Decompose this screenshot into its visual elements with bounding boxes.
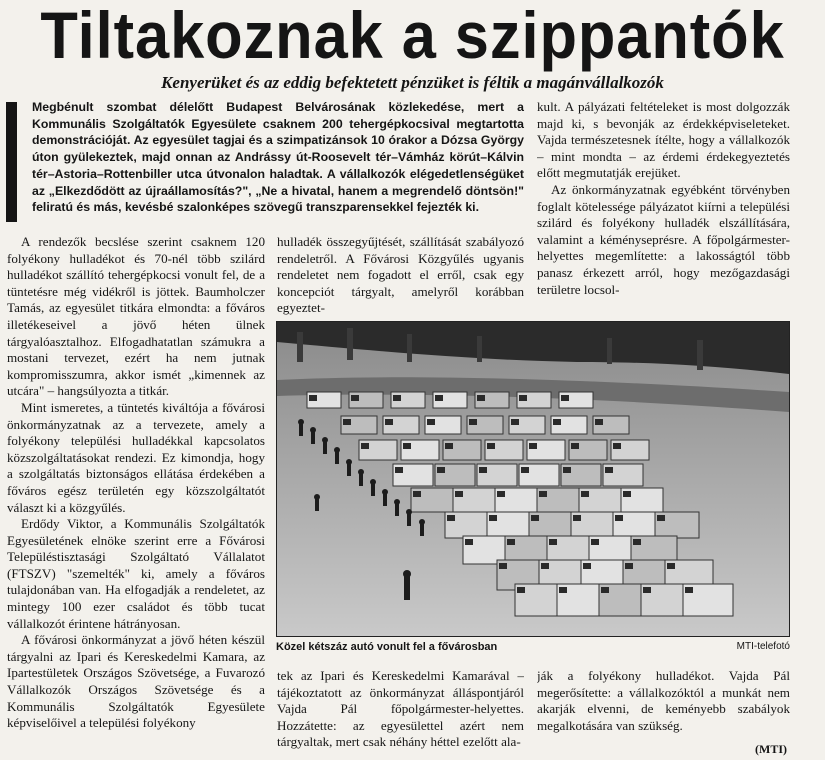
truck-window: [529, 443, 537, 449]
truck-window: [605, 467, 613, 473]
photo-credit: MTI-telefotó: [736, 641, 790, 652]
body-paragraph: hulladék összegyűjtését, szállítását szabályozó rendeletről. A Fővárosi Közgyűlés ugyanis rendeletet nem fogadott el erről, csak egy koncepciót tárgyalt, amelyről korábban egyeztet-: [277, 234, 524, 316]
body-paragraph: kult. A pályázati feltételeket is most dolgozzák majd ki, s bevonják az érdekképviseleteket. Vajda természetesnek ítélte, hogy a vállalkozók – mint mondta – az érdemi érdekegyeztetés előtt megmutatják erejüket.: [537, 99, 790, 181]
truck-window: [427, 419, 435, 425]
truck-window: [465, 539, 473, 545]
truck-window: [601, 587, 609, 593]
body-column-2-top: [277, 234, 524, 318]
truck-window: [385, 419, 393, 425]
body-paragraph: ják a folyékony hulladékot. Vajda Pál megerősítette: a vállalkozóktól a munkát nem akarják elvenni, de keményebb szabályok megalkotására van szükség.: [537, 668, 790, 733]
truck-window: [573, 515, 581, 521]
body-column-1: [7, 234, 265, 760]
truck-window: [657, 515, 665, 521]
truck-window: [507, 539, 515, 545]
truck-window: [613, 443, 621, 449]
body-column-3-top: [537, 99, 790, 317]
truck-window: [497, 491, 505, 497]
truck-window: [581, 491, 589, 497]
truck-window: [591, 539, 599, 545]
truck-window: [623, 491, 631, 497]
truck-window: [583, 563, 591, 569]
truck-window: [413, 491, 421, 497]
truck-window: [559, 587, 567, 593]
truck-window: [625, 563, 633, 569]
truck-window: [351, 395, 359, 401]
headline: Tiltakoznak a szippantók: [40, 0, 785, 72]
truck-window: [643, 587, 651, 593]
truck-window: [667, 563, 675, 569]
truck-window: [395, 467, 403, 473]
truck-window: [549, 539, 557, 545]
truck-window: [517, 587, 525, 593]
truck-window: [633, 539, 641, 545]
truck-window: [595, 419, 603, 425]
truck-window: [531, 515, 539, 521]
body-paragraph: Mint ismeretes, a tüntetés kiváltója a fővárosi önkormányzatnak az a tervezete, amely a folyékony települési hulladékkal kapcsolatos közszolgáltatásokat rendezi. Ez kimondja, hogy a szolgáltatás biztonságos ellátása érdekében a főváros egész területén egy közszolgáltatót választ ki a közgyűlés.: [7, 399, 265, 515]
truck-window: [541, 563, 549, 569]
truck-window: [437, 467, 445, 473]
photo-caption-bar: [276, 641, 790, 653]
truck-window: [361, 443, 369, 449]
photo-caption: Közel kétszáz autó vonult fel a fővárosban: [276, 641, 498, 653]
truck-window: [489, 515, 497, 521]
truck-window: [445, 443, 453, 449]
agency-signature: (MTI): [755, 742, 787, 756]
truck-window: [455, 491, 463, 497]
body-column-3-bottom: [537, 668, 790, 760]
truck-window: [563, 467, 571, 473]
news-photo: [276, 321, 790, 637]
body-paragraph: A fővárosi önkormányzat a jövő héten készül tárgyalni az Ipari és Kereskedelmi Kamara, az Ipartestületek Országos Szövetsége, a Fuvarozó Vállalkozók Országos Szövetsége és a Kommunális Szolgáltatók Egyesülete képviselőivel a települési folyékony: [7, 632, 265, 731]
body-column-2-bottom: [277, 668, 524, 760]
body-paragraph: Erdődy Viktor, a Kommunális Szolgáltatók Egyesületének elnöke szerint erre a Fővárosi Településtisztasági Szolgáltató Vállalatot (FTSZV) "szemelték" ki, amely a főváros tulajdonában van. Ha elfogadják a rendeletet, az mintegy 100 ezer családot és több tucat vállalkozót érintene hátrányosan.: [7, 516, 265, 631]
subheadline: Kenyerüket és az eddig befektetett pénzüket is féltik a magánvállalkozók: [161, 73, 664, 92]
body-paragraph: Az önkormányzatnak egyébként törvényben foglalt kötelessége pályázatot kiírni a települési szilárd és folyékony hulladék elszállítására, valamint a kéményseprésre. A főpolgármester-helyettes megemlítette: a lakosságtól több panasz érkezett arról, hogy mezőgazdasági területre locsol-: [537, 181, 790, 297]
truck-window: [447, 515, 455, 521]
truck-window: [469, 419, 477, 425]
truck-window: [477, 395, 485, 401]
truck-window: [561, 395, 569, 401]
truck-window: [553, 419, 561, 425]
truck-window: [435, 395, 443, 401]
truck-window: [499, 563, 507, 569]
truck-window: [519, 395, 527, 401]
lead-marker-bar: [6, 102, 17, 222]
truck-window: [571, 443, 579, 449]
lead-paragraph: Megbénult szombat délelőtt Budapest Belvárosának közlekedése, mert a Kommunális Szolgáltatók Egyesülete csaknem 200 tehergépkocsival megtartotta demonstrációját. Az egyesület tagjai és a szimpatizánsok 10 órakor a Dózsa György úton gyülekeztek, majd onnan az Andrássy út-Roosevelt tér–Vámház körút–Kálvin tér–Astoria–Rottenbiller utca útvonalon haladtak. A vállalkozók elégedetlenségüket az „Elkezdődött az újraállamosítás?", „Ne a hivatal, hanem a megrendelő döntsön!" feliratú és más, kevésbé szalonképes szövegű transzparensekkel fejezték ki.: [32, 100, 524, 215]
truck-window: [393, 395, 401, 401]
truck-window: [309, 395, 317, 401]
truck-window: [685, 587, 693, 593]
truck-window: [511, 419, 519, 425]
truck-window: [487, 443, 495, 449]
truck-window: [479, 467, 487, 473]
truck-window: [343, 419, 351, 425]
body-paragraph: tek az Ipari és Kereskedelmi Kamarával – tájékoztatott az önkormányzat álláspontjáról Vajda Pál főpolgármester-helyettes. Hozzátette: az egyesülettel azért nem tárgyaltak, mert csak néhány héttel ezelőtt ala-: [277, 668, 524, 750]
truck-window: [539, 491, 547, 497]
truck-window: [403, 443, 411, 449]
truck-window: [521, 467, 529, 473]
body-paragraph: A rendezők becslése szerint csaknem 120 folyékony hulladékot és 70-nél több szilárd hulladékot szállító tehergépkocsi vonult fel, de a tüntetésre még vidékről is jöttek. Baumholczer Tamás, az egyesület titkára elmondta: a főváros illetékeseivel a jövő héten ülnek tárgyalóasztalhoz. Elfogadhatatlan számukra a mostani tervezet, ezért ha nem jutnak kompromisszumra, akkor ismét „kimennek az utcára" – hangsúlyozta a titkár.: [7, 234, 265, 399]
truck-window: [615, 515, 623, 521]
